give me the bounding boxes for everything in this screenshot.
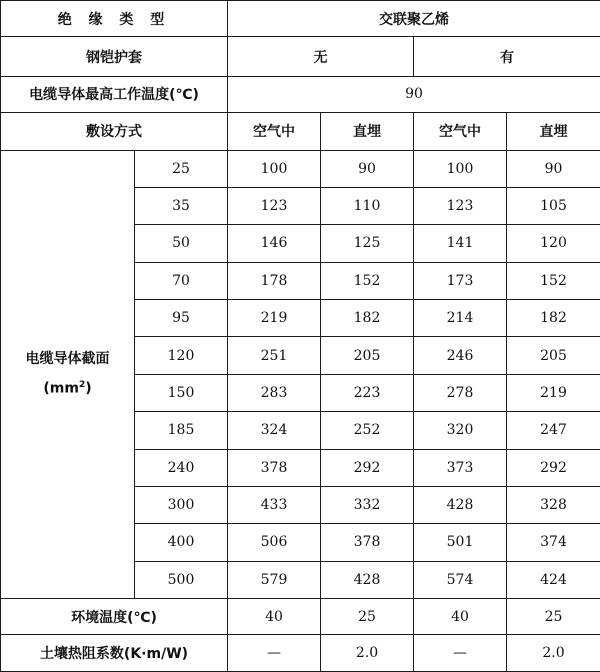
- value-cell: 579: [228, 561, 321, 598]
- insulation-type-label: 绝 缘 类 型: [1, 1, 228, 37]
- value-cell: 247: [507, 412, 600, 449]
- value-cell: 25: [507, 599, 600, 635]
- armor-yes-header: 有: [414, 37, 600, 76]
- value-cell: 278: [414, 374, 507, 411]
- value-cell: 152: [507, 262, 600, 299]
- cross-section-label-line1: 电缆导体截面: [25, 351, 110, 368]
- value-cell: 100: [228, 150, 321, 187]
- cross-section-label-line2: $(mm^2)$: [43, 380, 92, 398]
- table-row: [1, 150, 600, 187]
- value-cell: 328: [507, 486, 600, 523]
- size-cell: 120: [135, 337, 228, 374]
- value-cell: 373: [414, 449, 507, 486]
- value-cell: 125: [321, 225, 414, 262]
- laying-method-buried-1: 直埋: [321, 113, 414, 150]
- value-cell: 123: [414, 187, 507, 224]
- value-cell: 205: [507, 337, 600, 374]
- soil-resistivity-label: 土壤热阻系数(K·m/W): [1, 635, 228, 672]
- size-cell: 500: [135, 561, 228, 598]
- row-steel-armor: [1, 37, 600, 76]
- steel-armor-label: 钢铠护套: [1, 37, 228, 76]
- value-cell: 120: [507, 225, 600, 262]
- value-cell: 105: [507, 187, 600, 224]
- value-cell: 506: [228, 524, 321, 561]
- size-cell: 50: [135, 225, 228, 262]
- ambient-temp-label: 环境温度(℃): [1, 599, 228, 635]
- value-cell: 205: [321, 337, 414, 374]
- value-cell: 178: [228, 262, 321, 299]
- value-cell: 223: [321, 374, 414, 411]
- value-cell: 428: [321, 561, 414, 598]
- value-cell: 219: [228, 300, 321, 337]
- laying-method-buried-2: 直埋: [507, 113, 600, 150]
- size-cell: 400: [135, 524, 228, 561]
- size-cell: 300: [135, 486, 228, 523]
- value-cell: 378: [228, 449, 321, 486]
- value-cell: 123: [228, 187, 321, 224]
- value-cell: 141: [414, 225, 507, 262]
- value-cell: 428: [414, 486, 507, 523]
- value-cell: 219: [507, 374, 600, 411]
- value-cell: 100: [414, 150, 507, 187]
- value-cell: 182: [321, 300, 414, 337]
- value-cell: 146: [228, 225, 321, 262]
- row-ambient-temp: [1, 599, 600, 635]
- value-cell: 378: [321, 524, 414, 561]
- value-cell: 40: [414, 599, 507, 635]
- max-temp-label: 电缆导体最高工作温度(℃): [1, 76, 228, 112]
- value-cell: 374: [507, 524, 600, 561]
- value-cell: 433: [228, 486, 321, 523]
- size-cell: 95: [135, 300, 228, 337]
- value-cell: 320: [414, 412, 507, 449]
- row-laying-method: [1, 113, 600, 150]
- size-cell: 240: [135, 449, 228, 486]
- row-soil-thermal-resistivity: [1, 635, 600, 672]
- value-cell: 424: [507, 561, 600, 598]
- value-cell: 182: [507, 300, 600, 337]
- value-cell: 40: [228, 599, 321, 635]
- value-cell: —: [228, 635, 321, 672]
- value-cell: 2.0: [321, 635, 414, 672]
- value-cell: 2.0: [507, 635, 600, 672]
- value-cell: 332: [321, 486, 414, 523]
- size-cell: 25: [135, 150, 228, 187]
- value-cell: 90: [321, 150, 414, 187]
- value-cell: 110: [321, 187, 414, 224]
- value-cell: 501: [414, 524, 507, 561]
- size-cell: 70: [135, 262, 228, 299]
- laying-method-air-1: 空气中: [228, 113, 321, 150]
- row-max-operating-temp: [1, 76, 600, 112]
- max-temp-value: 90: [228, 76, 600, 112]
- value-cell: —: [414, 635, 507, 672]
- row-insulation-type: [1, 1, 600, 37]
- value-cell: 214: [414, 300, 507, 337]
- value-cell: 574: [414, 561, 507, 598]
- value-cell: 292: [507, 449, 600, 486]
- value-cell: 251: [228, 337, 321, 374]
- value-cell: 90: [507, 150, 600, 187]
- value-cell: 252: [321, 412, 414, 449]
- cross-section-label: [1, 150, 135, 599]
- laying-method-label: 敷设方式: [1, 113, 228, 150]
- value-cell: 25: [321, 599, 414, 635]
- armor-none-header: 无: [228, 37, 414, 76]
- laying-method-air-2: 空气中: [414, 113, 507, 150]
- value-cell: 292: [321, 449, 414, 486]
- insulation-type-value: 交联聚乙烯: [228, 1, 600, 37]
- size-cell: 35: [135, 187, 228, 224]
- value-cell: 283: [228, 374, 321, 411]
- value-cell: 246: [414, 337, 507, 374]
- size-cell: 185: [135, 412, 228, 449]
- value-cell: 324: [228, 412, 321, 449]
- size-cell: 150: [135, 374, 228, 411]
- value-cell: 173: [414, 262, 507, 299]
- value-cell: 152: [321, 262, 414, 299]
